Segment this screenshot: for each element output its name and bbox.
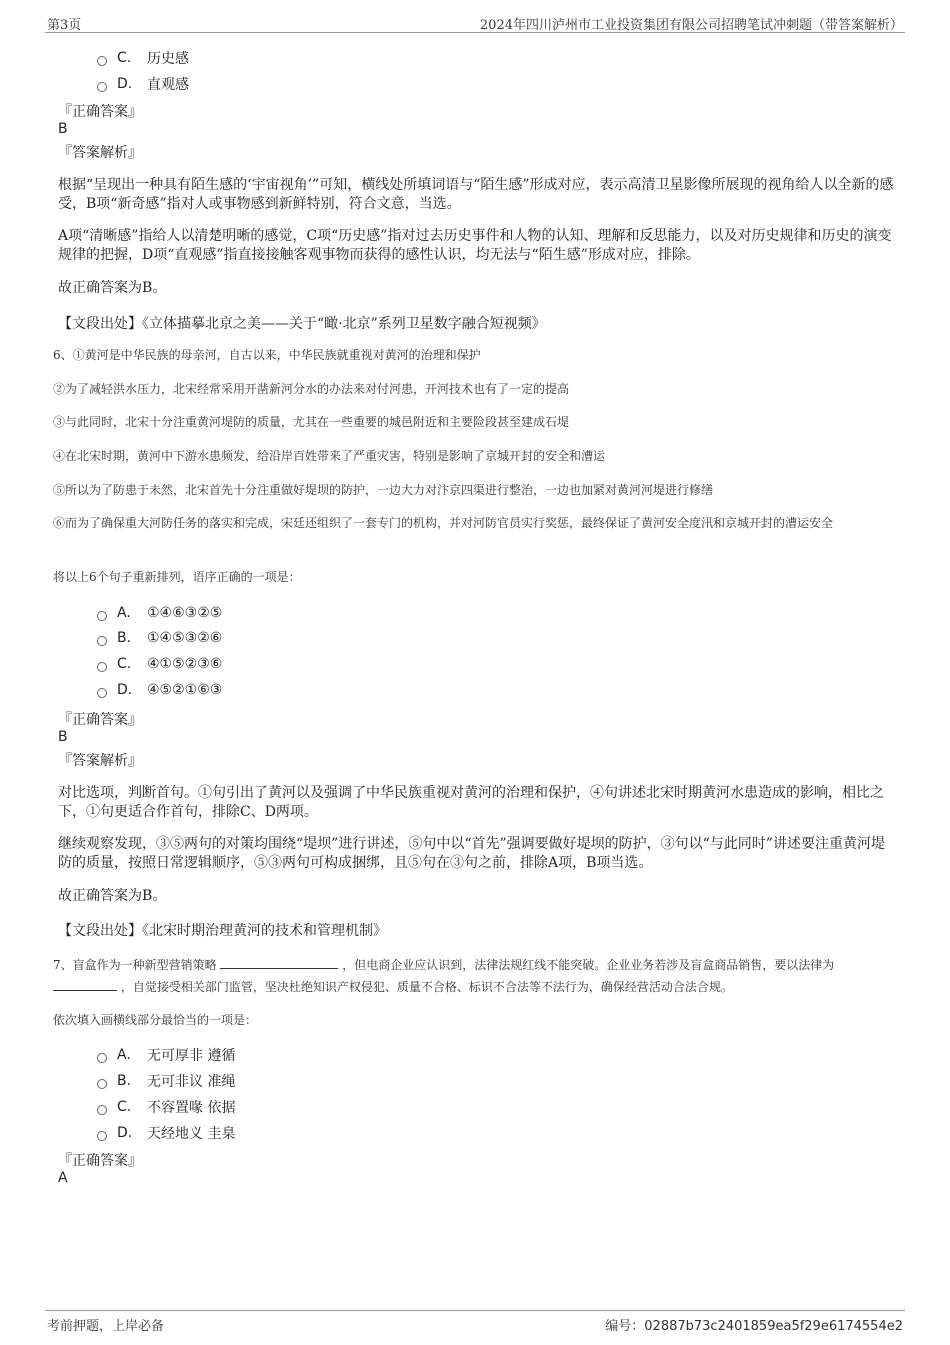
analysis-paragraph: 对比选项，判断首句。①句引出了黄河以及强调了中华民族重视对黄河的治理和保护，④句讲述北宋时期黄河水患造成的影响，相比之下，①句更适合作首句，排除C、D两项。 [58,785,884,820]
question-line: ④在北宋时期，黄河中下游水患频发，给沿岸百姓带来了严重灾害，特别是影响了京城开封的安全和漕运 [53,449,606,463]
fill-blank-2 [53,978,117,991]
question-prompt: 依次填入画横线部分最恰当的一项是： [53,1013,258,1027]
answer-value: B [58,121,68,137]
question-line: 6、①黄河是中华民族的母亲河，自古以来，中华民族就重视对黄河的治理和保护 [53,348,481,362]
radio-icon[interactable] [97,662,107,672]
radio-icon[interactable] [97,56,107,66]
option-d[interactable]: D. ④⑤②①⑥③ [97,682,222,698]
radio-icon[interactable] [97,1131,107,1141]
question-line: ⑤所以为了防患于未然，北宋首先十分注重做好堤坝的防护，一边大力对汴京四渠进行整治，一边也加紧对黄河河堤进行修缮 [53,483,714,497]
document-title: 2024年四川泸州市工业投资集团有限公司招聘笔试冲刺题（带答案解析） [479,18,903,33]
option-c[interactable]: C. 历史感 [97,48,189,68]
source-citation: 【文段出处】《北宋时期治理黄河的技术和管理机制》 [58,923,387,939]
option-c[interactable]: C. 不容置喙 依据 [97,1097,235,1117]
analysis-paragraph: 故正确答案为B。 [58,280,167,296]
question-line: ⑥而为了确保重大河防任务的落实和完成，宋廷还组织了一套专门的机构，并对河防官员实行奖惩，最终保证了黄河安全度汛和京城开封的漕运安全 [53,516,834,530]
question-line: ③与此同时，北宋十分注重黄河堤防的质量，尤其在一些重要的城邑附近和主要险段甚至建成石堤 [53,415,570,429]
analysis-label: 『答案解析』 [58,145,142,161]
radio-icon[interactable] [97,1053,107,1063]
option-d[interactable]: D. 天经地义 圭臬 [97,1123,235,1143]
answer-label: 『正确答案』 [58,712,142,728]
page-header [45,12,905,33]
analysis-paragraph: 根据“呈现出一种具有陌生感的‘宇宙视角’”可知，横线处所填词语与“陌生感”形成对应，表示高清卫星影像所展现的视角给人以全新的感受，B项“新奇感”指对人或事物感到新鲜特别，符合文意，当选。 [58,177,894,212]
option-a[interactable]: A. 无可厚非 遵循 [97,1045,235,1065]
option-a[interactable]: A. ①④⑥③②⑤ [97,605,222,621]
fill-blank-1 [220,956,338,969]
question-line: ②为了减轻洪水压力，北宋经常采用开凿新河分水的办法来对付河患，开河技术也有了一定的提高 [53,382,570,396]
page-number: 第3页 [47,18,82,33]
answer-value: B [58,729,68,745]
radio-icon[interactable] [97,1105,107,1115]
page-footer [45,1310,905,1335]
question-stem: 7、盲盒作为一种新型营销策略 ，但电商企业应认识到，法律法规红线不能突破。企业业务若涉及盲盒商品销售，要以法律为 ，自觉接受相关部门监管，坚决杜绝知识产权侵犯、质量不合格、标识不合法等不法行为，确保经营活动合法合规。 [53,958,835,994]
option-b[interactable]: B. ①④⑤③②⑥ [97,630,222,646]
radio-icon[interactable] [97,636,107,646]
radio-icon[interactable] [97,688,107,698]
answer-label: 『正确答案』 [58,1153,142,1169]
analysis-label: 『答案解析』 [58,753,142,769]
analysis-paragraph: 继续观察发现，③⑤两句的对策均围绕“堤坝”进行讲述，⑤句中以“首先”强调要做好堤坝的防护，③句以“与此同时”讲述要注重黄河堤防的质量，按照日常逻辑顺序，⑤③两句可构成捆绑，且⑤句在③句之前，排除A项，B项当选。 [58,836,885,871]
option-b[interactable]: B. 无可非议 准绳 [97,1071,235,1091]
radio-icon[interactable] [97,1079,107,1089]
document-id: 编号：02887b73c2401859ea5f29e6174554e2 [605,1319,903,1334]
question-prompt: 将以上6个句子重新排列，语序正确的一项是： [53,570,301,584]
answer-label: 『正确答案』 [58,104,142,120]
answer-value: A [58,1170,68,1186]
option-d[interactable]: D. 直观感 [97,74,189,94]
analysis-paragraph: A项“清晰感”指给人以清楚明晰的感觉，C项“历史感”指对过去历史事件和人物的认知、理解和反思能力，以及对历史规律和历史的演变规律的把握，D项“直观感”指直接接触客观事物而获得的感性认识，均无法与“陌生感”形成对应，排除。 [58,228,892,263]
radio-icon[interactable] [97,611,107,621]
option-c[interactable]: C. ④①⑤②③⑥ [97,656,222,672]
footer-slogan: 考前押题，上岸必备 [47,1319,165,1334]
source-citation: 【文段出处】《立体描摹北京之美——关于“瞰·北京”系列卫星数字融合短视频》 [58,316,546,332]
analysis-paragraph: 故正确答案为B。 [58,888,167,904]
radio-icon[interactable] [97,82,107,92]
